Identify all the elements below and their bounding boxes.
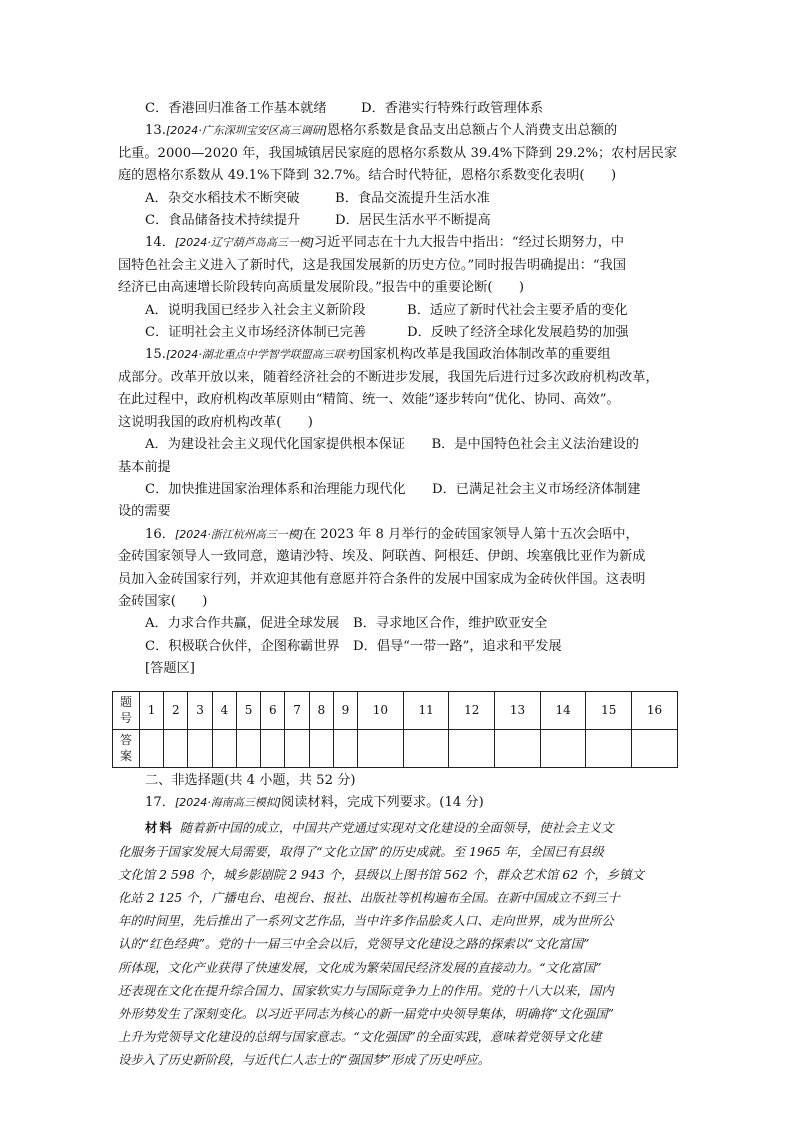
material-line: 化站 2 125 个，广播电台、电视台、报社、出版社等机构遍布全国。在新中国成立不到三十 [118,889,620,905]
answer-cell[interactable] [309,729,333,767]
header-answer: 答 案 [113,729,140,767]
answer-cell[interactable] [261,729,285,767]
question-number-cell: 4 [212,691,236,729]
q13-source: [2024·广东深圳宝安区高三调研] [165,124,328,138]
material-line: 认的“红色经典”。党的十一届三中全会以后，党领导文化建设之路的探索以“文化富国” [118,936,590,952]
answer-cell[interactable] [403,729,449,767]
material-line: 外形势发生了深刻变化。以习近平同志为核心的新一届党中央领导集体，明确将“文化强国” [118,1006,614,1021]
q15-stem-line: 成部分。改革开放以来，随着经济社会的不断进步发展，我国先后进行过多次政府机构改革， [118,369,659,385]
q16-option-d: D．倡导“一带一路”，追求和平发展 [353,638,562,654]
answer-cell[interactable] [333,729,357,767]
q14-source: [2024·辽宁葫芦岛高三一模] [174,236,315,250]
q17-source: [2024·海南高三模拟] [174,795,282,809]
question-number-cell: 7 [285,691,309,729]
q17-material [118,816,678,1071]
answer-cell[interactable] [236,729,260,767]
q16-stem-line: 金砖国家领导人一致同意，邀请沙特、埃及、阿联酋、阿根廷、伊朗、埃塞俄比亚作为新成 [118,549,646,565]
q13-stem: 13.[2024·广东深圳宝安区高三调研]恩格尔系数是食品支出总额占个人消费支出总额的 [145,123,618,139]
question-number-cell: 13 [495,691,541,729]
q12-options [118,98,678,120]
question-number-cell: 8 [309,691,333,729]
q15-source: [2024·湖北重点中学智学联盟高三联考] [165,348,361,362]
q12-option-c: C．香港回归准备工作基本就绪 [145,101,327,116]
q14-stem: 14．[2024·辽宁葫芦岛高三一模]习近平同志在十九大报告中指出：“经过长期努力，中 [145,235,625,251]
q15-stem: 15.[2024·湖北重点中学智学联盟高三联考]国家机构改革是我国政治体制改革的重要组 [145,347,611,363]
answer-cell[interactable] [285,729,309,767]
answer-cell[interactable] [188,729,212,767]
q16-options-ab [118,613,678,635]
material-line: 随着新中国的成立，中国共产党通过实现对文化建设的全面领导，使社会主义文 [179,820,614,836]
q13-option-b: B．食品交流提升生活水准 [335,190,490,206]
q17-stem: 17．[2024·海南高三模拟]阅读材料，完成下列要求。(14 分) [145,794,484,810]
q14-option-a: A．说明我国已经步入社会主义新阶段 [145,302,366,318]
answer-table [112,691,678,768]
section-2-title: 二、非选择题(共 4 小题，共 52 分) [145,772,356,788]
question-number-cell: 1 [140,691,164,729]
q13-stem-line: 庭的恩格尔系数从 49.1%下降到 32.7%。结合时代特征，恩格尔系数变化表明( ) [118,168,617,184]
q15-stem-line: 在此过程中，政府机构改革原则由“精简、统一、效能”逐步转向“优化、协同、高效”。 [118,392,620,408]
q14-option-b: B．适应了新时代社会主要矛盾的变化 [407,302,628,318]
q14-options-ab [118,300,678,322]
question-number-cell: 15 [586,691,632,729]
q15-stem-line: 这说明我国的政府机构改革( ) [118,414,313,430]
q12-option-d: D．香港实行特殊行政管理体系 [361,101,544,116]
q16-option-c: C．积极联合伙伴，企图称霸世界 [145,638,340,654]
q13-stem-line: 比重。2000—2020 年，我国城镇居民家庭的恩格尔系数从 39.4%下降到 29.2%；农村居民家 [118,145,678,161]
answer-table-number-row [113,691,678,729]
answer-cell[interactable] [540,729,586,767]
question-number-cell: 6 [261,691,285,729]
q16-stem: 16．[2024·浙江杭州高三一模]在 2023 年 8 月举行的金砖国家领导人第十五次会晤中， [145,526,639,542]
answer-cell[interactable] [495,729,541,767]
material-line: 所体现，文化产业获得了快速发展，文化成为繁荣国民经济发展的直接动力。“文化富国” [118,959,602,975]
q15-options-cd-cont: 设的需要 [118,504,171,520]
q16-option-b: B．寻求地区合作，维护欧亚安全 [353,616,548,632]
material-line: 年的时间里，先后推出了一系列文艺作品，当中许多作品脍炙人口、走向世界，成为世所公 [118,913,614,929]
question-number-cell: 9 [333,691,357,729]
material-line: 还表现在文化在提升综合国力、国家软实力与国际竞争力上的作用。党的十八大以来，国内 [118,982,614,998]
answer-cell[interactable] [140,729,164,767]
q14-options-cd [118,322,678,344]
material-label: 材料 [145,820,174,836]
question-number-cell: 12 [449,691,495,729]
question-number-cell: 2 [164,691,188,729]
question-number-cell: 14 [540,691,586,729]
question-number-cell: 11 [403,691,449,729]
q15-options-cd: C．加快推进国家治理体系和治理能力现代化 D．已满足社会主义市场经济体制建 [145,481,641,497]
answer-cell[interactable] [212,729,236,767]
q16-stem-line: 金砖国家( ) [118,593,208,609]
question-number-cell: 3 [188,691,212,729]
question-number-cell: 10 [358,691,404,729]
q13-options-ab [118,188,678,210]
q14-option-c: C．证明社会主义市场经济体制已完善 [145,325,367,341]
q15-options-ab: A．为建设社会主义现代化国家提供根本保证 B．是中国特色社会主义法治建设的 [145,437,639,453]
q14-option-d: D．反映了经济全球化发展趋势的加强 [407,325,629,341]
q13-options-cd [118,210,678,232]
q13-option-d: D．居民生活水平不断提高 [335,213,491,229]
material-line: 设步入了历史新阶段，与近代仁人志士的“强国梦”形成了历史呼应。 [118,1052,490,1068]
material-line: 文化馆 2 598 个，城乡影剧院 2 943 个，县级以上图书馆 562 个，群众艺术馆 62 个，乡镇文 [118,866,644,882]
q16-stem-line: 员加入金砖国家行列，并欢迎其他有意愿并符合条件的发展中国家成为金砖伙伴国。这表明 [118,571,646,587]
exam-page [118,98,678,1072]
q15-options-ab-cont: 基本前提 [118,459,171,475]
question-number-cell: 5 [236,691,260,729]
answer-table-answer-row [113,729,678,767]
header-question-number: 题 号 [113,691,140,729]
answer-cell[interactable] [164,729,188,767]
answer-cell[interactable] [586,729,632,767]
q16-option-a: A．力求合作共赢，促进全球发展 [145,616,340,632]
q16-source: [2024·浙江杭州高三一模] [174,527,304,541]
q13-option-c: C．食品储备技术持续提升 [145,213,301,229]
answer-cell[interactable] [449,729,495,767]
answer-cell[interactable] [358,729,404,767]
q13-option-a: A．杂交水稻技术不断突破 [145,190,300,206]
q14-stem-line: 经济已由高速增长阶段转向高质量发展阶段。”报告中的重要论断( ) [118,280,525,296]
question-number-cell: 16 [632,691,678,729]
q16-options-cd [118,636,678,658]
q14-stem-line: 国特色社会主义进入了新时代，这是我国发展新的历史方位。”同时报告明确提出：“我国 [118,257,627,273]
answer-area-label: [答题区] [145,661,195,677]
material-line: 上升为党领导文化建设的总纲与国家意志。“文化强国”的全面实践，意味着党领导文化建 [118,1029,602,1045]
answer-cell[interactable] [632,729,678,767]
material-line: 化服务于国家发展大局需要，取得了“文化立国”的历史成就。至 1965 年，全国已有县级 [118,843,604,859]
